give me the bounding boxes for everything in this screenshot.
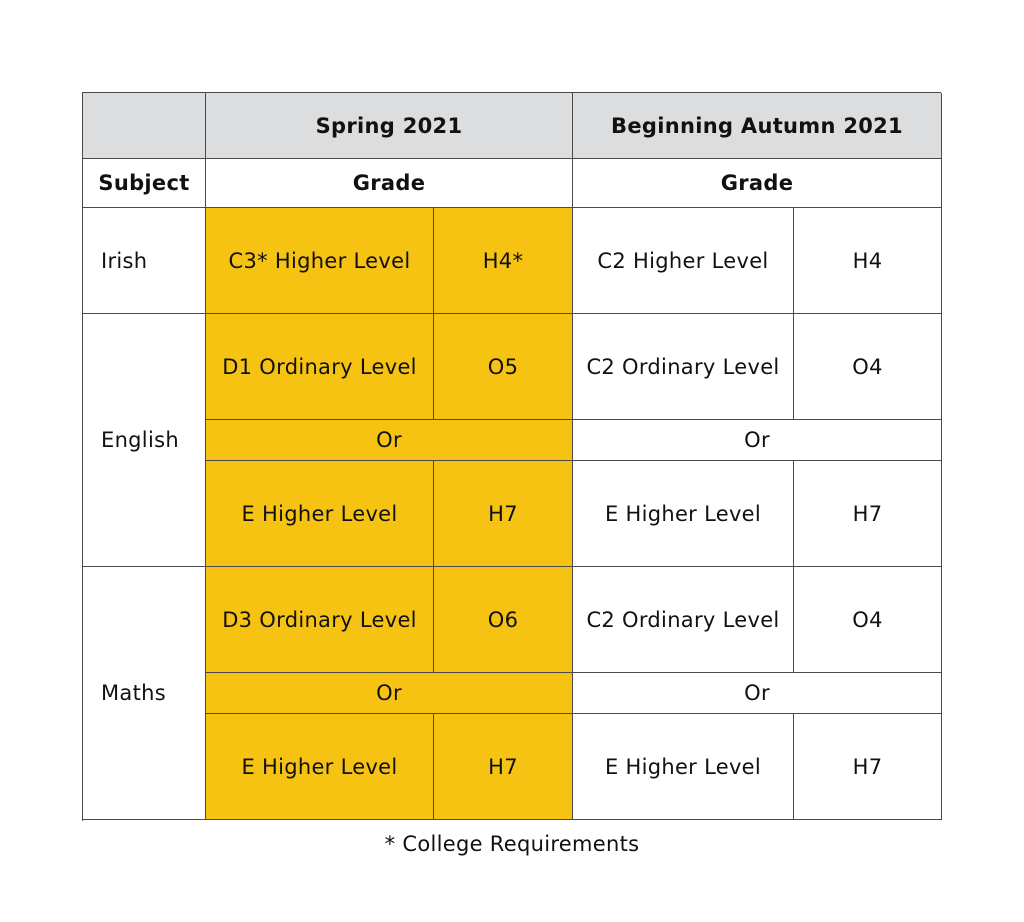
english-opt1-spring-level: D1 Ordinary Level bbox=[206, 314, 434, 420]
grade-requirements-table bbox=[82, 92, 941, 821]
header-autumn-2021: Beginning Autumn 2021 bbox=[573, 93, 942, 159]
irish-spring-code: H4* bbox=[434, 208, 573, 314]
irish-autumn-code: H4 bbox=[794, 208, 942, 314]
english-or-spring: Or bbox=[206, 420, 573, 461]
subheader-subject: Subject bbox=[83, 159, 206, 208]
maths-opt2-autumn-code: H7 bbox=[794, 714, 942, 820]
subject-irish: Irish bbox=[83, 208, 206, 314]
subject-maths: Maths bbox=[83, 567, 206, 820]
maths-or-spring: Or bbox=[206, 673, 573, 714]
english-opt2-spring-code: H7 bbox=[434, 461, 573, 567]
maths-opt2-spring-level: E Higher Level bbox=[206, 714, 434, 820]
english-opt1-autumn-code: O4 bbox=[794, 314, 942, 420]
english-opt2-autumn-code: H7 bbox=[794, 461, 942, 567]
subheader-autumn-grade: Grade bbox=[573, 159, 942, 208]
subheader-spring-grade: Grade bbox=[206, 159, 573, 208]
english-opt2-autumn-level: E Higher Level bbox=[573, 461, 794, 567]
english-opt1-autumn-level: C2 Ordinary Level bbox=[573, 314, 794, 420]
maths-opt1-spring-code: O6 bbox=[434, 567, 573, 673]
header-spring-2021: Spring 2021 bbox=[206, 93, 573, 159]
english-opt1-spring-code: O5 bbox=[434, 314, 573, 420]
english-opt2-spring-level: E Higher Level bbox=[206, 461, 434, 567]
maths-opt1-spring-level: D3 Ordinary Level bbox=[206, 567, 434, 673]
irish-spring-level: C3* Higher Level bbox=[206, 208, 434, 314]
maths-opt1-autumn-level: C2 Ordinary Level bbox=[573, 567, 794, 673]
maths-opt2-spring-code: H7 bbox=[434, 714, 573, 820]
maths-or-autumn: Or bbox=[573, 673, 942, 714]
subject-english: English bbox=[83, 314, 206, 567]
maths-opt1-autumn-code: O4 bbox=[794, 567, 942, 673]
maths-opt2-autumn-level: E Higher Level bbox=[573, 714, 794, 820]
english-or-autumn: Or bbox=[573, 420, 942, 461]
footnote: * College Requirements bbox=[384, 832, 640, 856]
irish-autumn-level: C2 Higher Level bbox=[573, 208, 794, 314]
header-blank-cell bbox=[83, 93, 206, 159]
